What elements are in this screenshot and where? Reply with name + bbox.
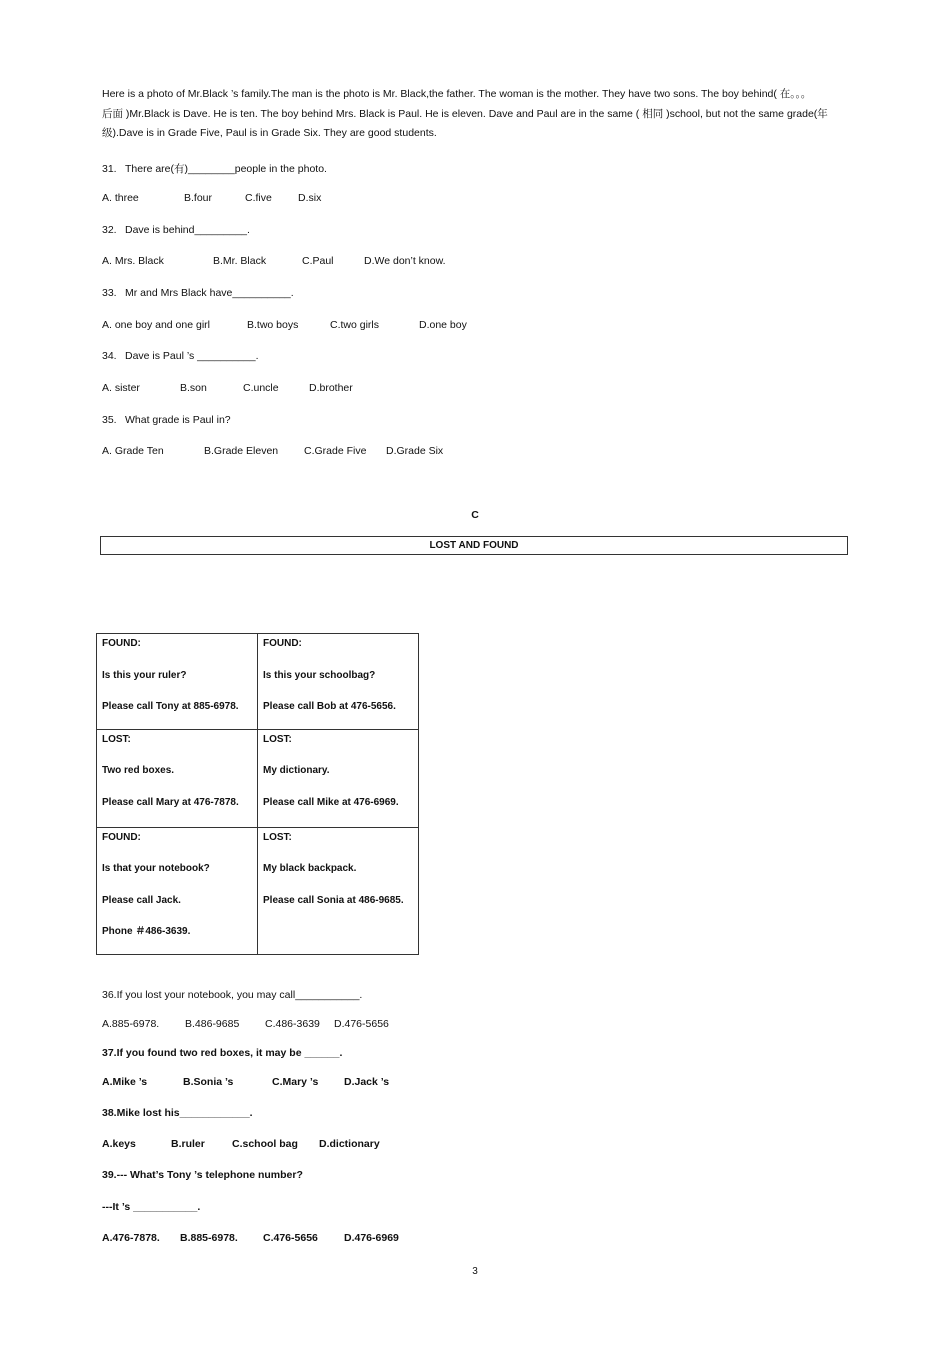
option-d[interactable]: D.Grade Six [386, 445, 444, 457]
option-a[interactable]: A. sister [102, 382, 140, 394]
option-d[interactable]: D.We don’t know. [364, 255, 446, 267]
question-39: 39.--- What’s Tony ’s telephone number? [102, 1169, 303, 1181]
question-35: 35. What grade is Paul in? [102, 414, 231, 426]
option-a[interactable]: A.keys [102, 1138, 136, 1150]
question-36: 36.If you lost your notebook, you may call___________. [102, 989, 363, 1001]
option-c[interactable]: C.Mary ’s [272, 1076, 319, 1088]
notice-contact: Please call Sonia at 486-9685. [263, 894, 404, 906]
notice-contact: Please call Tony at 885-6978. [102, 701, 239, 712]
notices-table [96, 633, 419, 955]
option-a[interactable]: A. Mrs. Black [102, 255, 164, 267]
option-a[interactable]: A. one boy and one girl [102, 319, 210, 331]
option-d[interactable]: D.476-6969 [344, 1232, 399, 1244]
option-b[interactable]: B.two boys [247, 319, 299, 331]
option-d[interactable]: D.brother [309, 382, 353, 394]
notice-lost-backpack [258, 827, 419, 954]
option-b[interactable]: B.son [180, 382, 207, 394]
notice-found-schoolbag [258, 634, 419, 730]
lost-and-found-banner: LOST AND FOUND [100, 536, 848, 555]
option-d[interactable]: D.one boy [419, 319, 467, 331]
passage-line-2: 后面 )Mr.Black is Dave. He is ten. The boy behind Mrs. Black is Paul. He is eleven. Dave and Paul are in the same ( 相同 )school, but not the same grade(年 [102, 107, 828, 120]
option-c[interactable]: C.two girls [330, 319, 380, 331]
notice-lost-boxes [97, 729, 258, 827]
notice-contact: Please call Mary at 476-7878. [102, 796, 239, 808]
notice-phone: Phone ＃486-3639. [102, 926, 191, 937]
notice-item: My dictionary. [263, 765, 330, 776]
option-d[interactable]: D.Jack ’s [344, 1076, 390, 1088]
question-38: 38.Mike lost his____________. [102, 1107, 253, 1119]
section-c-label: C [471, 509, 479, 521]
notice-found-notebook [97, 827, 258, 954]
option-b[interactable]: B.Mr. Black [213, 255, 267, 267]
passage-line-1: Here is a photo of Mr.Black ’s family.The man is the photo is Mr. Black,the father. The woman is the mother. They have two sons. The boy behind( 在。。。 [102, 88, 812, 100]
notice-item: Is that your notebook? [102, 863, 210, 874]
option-c[interactable]: C.uncle [243, 382, 279, 394]
option-c[interactable]: C.486-3639 [265, 1018, 320, 1030]
option-c[interactable]: C.five [245, 192, 272, 204]
option-b[interactable]: B.486-9685 [185, 1018, 240, 1030]
notice-contact: Please call Bob at 476-5656. [263, 701, 396, 712]
notice-item: Is this your ruler? [102, 669, 187, 681]
passage-b [102, 85, 850, 144]
question-39-answer-line: ---It ’s ___________. [102, 1201, 201, 1213]
question-32: 32. Dave is behind_________. [102, 224, 250, 236]
option-d[interactable]: D.476-5656 [334, 1018, 389, 1030]
question-33: 33. Mr and Mrs Black have__________. [102, 287, 294, 299]
question-37: 37.If you found two red boxes, it may be ______. [102, 1047, 343, 1059]
option-a[interactable]: A.476-7878. [102, 1232, 160, 1244]
option-c[interactable]: C.school bag [232, 1138, 298, 1150]
notice-item: Is this your schoolbag? [263, 669, 376, 681]
option-b[interactable]: B.Sonia ’s [183, 1076, 234, 1088]
option-c[interactable]: C.Paul [302, 255, 334, 267]
option-c[interactable]: C.476-5656 [263, 1232, 318, 1244]
option-a[interactable]: A. three [102, 192, 139, 204]
notice-type: LOST: [263, 733, 292, 745]
notice-type: FOUND: [102, 638, 141, 649]
notice-found-ruler [97, 634, 258, 730]
option-a[interactable]: A. Grade Ten [102, 445, 164, 457]
option-b[interactable]: B.ruler [171, 1138, 205, 1150]
option-d[interactable]: D.dictionary [319, 1138, 380, 1150]
notice-type: FOUND: [102, 831, 141, 843]
notice-type: FOUND: [263, 638, 302, 649]
option-c[interactable]: C.Grade Five [304, 445, 367, 457]
notice-lost-dictionary [258, 729, 419, 827]
option-a[interactable]: A.885-6978. [102, 1018, 160, 1030]
notice-type: LOST: [263, 831, 292, 843]
notice-contact: Please call Mike at 476-6969. [263, 796, 399, 808]
question-34: 34. Dave is Paul ’s __________. [102, 350, 259, 362]
notice-item: Two red boxes. [102, 765, 175, 776]
option-a[interactable]: A.Mike ’s [102, 1076, 148, 1088]
notice-type: LOST: [102, 733, 131, 745]
notice-contact: Please call Jack. [102, 894, 181, 906]
passage-line-3: 级).Dave is in Grade Five, Paul is in Grade Six. They are good students. [102, 127, 437, 139]
question-31: 31. There are(有)________people in the photo. [102, 163, 327, 175]
option-b[interactable]: B.885-6978. [180, 1232, 238, 1244]
option-b[interactable]: B.four [184, 192, 213, 204]
page-number: 3 [472, 1266, 478, 1277]
option-b[interactable]: B.Grade Eleven [204, 445, 279, 457]
option-d[interactable]: D.six [298, 192, 322, 204]
notice-item: My black backpack. [263, 863, 357, 874]
